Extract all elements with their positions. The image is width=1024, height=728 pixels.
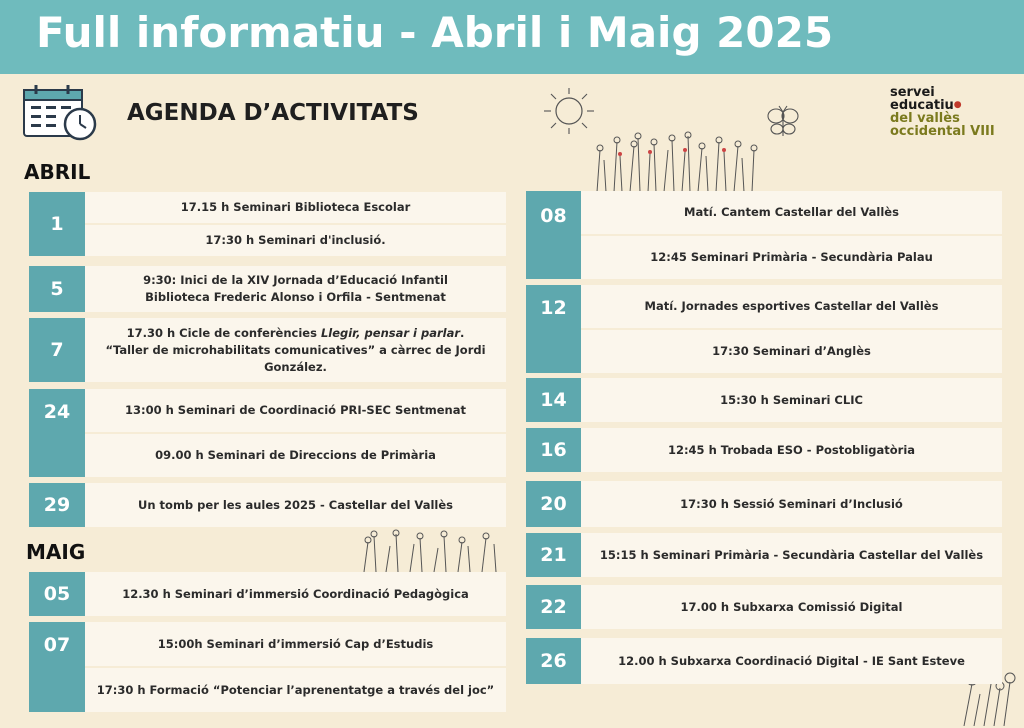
agenda-heading: AGENDA D’ACTIVITATS [127,100,419,126]
event-item: 13:00 h Seminari de Coordinació PRI-SEC Sentmenat [85,389,506,432]
day-badge: 12 [526,285,581,373]
day-badge: 5 [29,266,85,312]
header-bar [0,0,1024,74]
day-badge: 21 [526,533,581,577]
wildflowers-small-illustration [358,528,506,572]
event-item: 12:45 Seminari Primària - Secundària Palau [581,234,1002,279]
day-badge: 26 [526,638,581,684]
event-item: 12:45 h Trobada ESO - Postobligatòria [581,428,1002,472]
day-badge: 1 [29,192,85,256]
event-text-italic: Llegir, pensar i parlar [320,325,461,340]
agenda-row-may-22 [526,585,1002,629]
event-text-part: 17.30 h Cicle de conferències [126,325,321,340]
event-item: Matí. Cantem Castellar del Vallès [581,191,1002,234]
day-badge: 07 [29,622,85,712]
day-badge: 16 [526,428,581,472]
agenda-row-april-29 [29,483,506,527]
event-text-part: . “Taller de microhabilitats comunicatives” a càrrec de Jordi González. [105,325,486,374]
event-item: Matí. Jornades esportives Castellar del Vallès [581,285,1002,328]
wildflowers-illustration [592,130,758,192]
agenda-row-may-12 [526,285,1002,373]
event-item: 17.00 h Subxarxa Comissió Digital [581,585,1002,629]
day-badge: 20 [526,481,581,527]
event-item: 9:30: Inici de la XIV Jornada d’Educació Infantil Biblioteca Frederic Alonso i Orfila - Sentmenat [85,266,506,312]
logo-line-1: servei [890,85,935,100]
servei-educatiu-logo: servei educatiu● del vallès occidental VIII [890,86,1010,138]
agenda-row-may-20 [526,481,1002,527]
event-item: 17:30 Seminari d’Anglès [581,328,1002,373]
month-may: MAIG [26,540,86,564]
agenda-row-april-1 [29,192,506,256]
event-item: 17.15 h Seminari Biblioteca Escolar [85,192,506,223]
logo-line-2: educatiu [890,98,954,113]
day-badge: 22 [526,585,581,629]
agenda-row-may-21 [526,533,1002,577]
day-badge: 24 [29,389,85,477]
day-badge: 08 [526,191,581,279]
event-item: 17:30 h Seminari d'inclusió. [85,223,506,256]
event-item: 12.30 h Seminari d’immersió Coordinació Pedagògica [85,572,506,616]
agenda-row-may-26 [526,638,1002,684]
day-badge: 05 [29,572,85,616]
day-badge: 29 [29,483,85,527]
agenda-row-may-14 [526,378,1002,422]
page-title: Full informatiu - Abril i Maig 2025 [36,8,834,57]
event-item: 15:15 h Seminari Primària - Secundària Castellar del Vallès [581,533,1002,577]
event-item: 09.00 h Seminari de Direccions de Primària [85,432,506,477]
agenda-row-april-5 [29,266,506,312]
day-badge: 14 [526,378,581,422]
event-item: 17:30 h Formació “Potenciar l’aprenentatge a través del joc” [85,666,506,712]
agenda-row-may-07 [29,622,506,712]
month-april: ABRIL [24,160,91,184]
event-item: 15:00h Seminari d’immersió Cap d’Estudis [85,622,506,666]
agenda-row-may-16 [526,428,1002,472]
logo-line-4: occidental VIII [890,124,995,139]
event-item: 17:30 h Sessió Seminari d’Inclusió [581,481,1002,527]
event-item: 15:30 h Seminari CLIC [581,378,1002,422]
agenda-row-april-24 [29,389,506,477]
butterfly-icon [762,104,804,144]
logo-line-3: del vallès [890,111,960,126]
agenda-row-april-7 [29,318,506,382]
agenda-row-may-05 [29,572,506,616]
sun-icon [540,86,598,136]
agenda-row-may-08 [526,191,1002,279]
event-item: Un tomb per les aules 2025 - Castellar del Vallès [85,483,506,527]
day-badge: 7 [29,318,85,382]
event-item: 12.00 h Subxarxa Coordinació Digital - IE Sant Esteve [581,638,1002,684]
calendar-clock-icon [22,84,100,142]
event-item [85,318,506,382]
